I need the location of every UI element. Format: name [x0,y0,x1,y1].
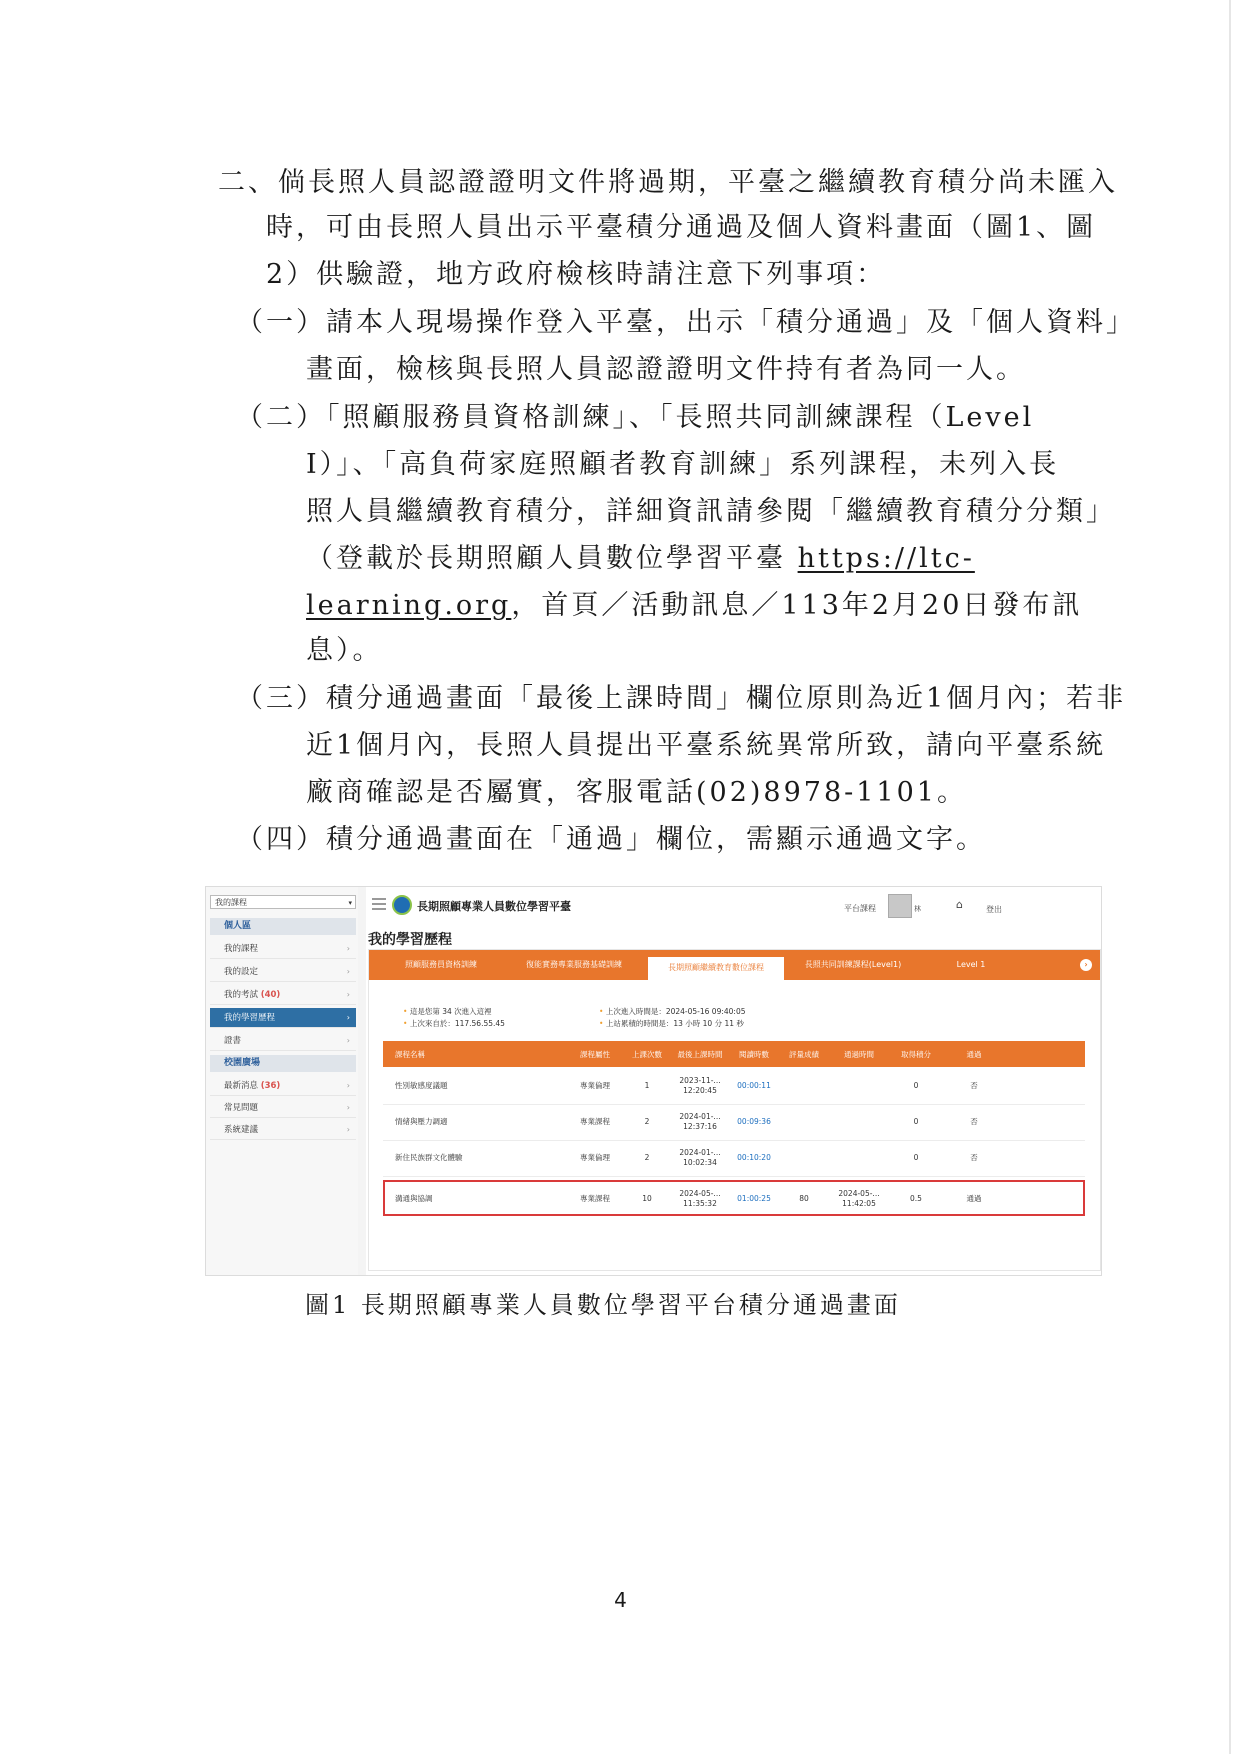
menu-icon[interactable] [372,898,386,910]
cell-credits: 0 [913,1153,919,1162]
tab-continuing-education[interactable]: 長期照顧繼續教育數位課程 [647,956,785,980]
sidebar-item-news[interactable] [210,1076,356,1096]
cell-pass-time [831,1105,887,1139]
chevron-right-icon: › [346,1103,350,1112]
cell-pass-time [831,1141,887,1175]
cell-course-name[interactable]: 新住民族群文化體驗 [395,1153,463,1162]
chevron-right-icon: › [346,1125,350,1134]
cell-class-count: 2 [644,1117,650,1126]
sidebar-item-label: 我的學習歷程 [224,1013,276,1023]
sidebar-item-suggestions[interactable] [210,1120,356,1140]
sidebar-section-personal: 個人區 [210,918,356,935]
visit-count-text: 這是您第 34 次進入這裡 [409,1007,492,1016]
paragraph-2-line-1: 二、倘長照人員認證證明文件將過期，平臺之繼續教育積分尚未匯入 [218,167,1118,198]
tab-common-training[interactable]: 長照共同訓練課程(Level1) [804,960,902,969]
visit-count [403,1006,492,1017]
cell-course-type: 專業倫理 [580,1081,610,1090]
item-2-line-4 [306,542,975,576]
cell-last-class-time: 2024-01-... 12:37:16 [679,1112,721,1131]
item-1-line-2: 畫面，檢核與長照人員認證證明文件持有者為同一人。 [306,354,1026,385]
col-course-type: 課程屬性 [580,1049,610,1059]
table-row [383,1141,1085,1177]
site-title: 長期照顧專業人員數位學習平臺 [417,900,571,913]
col-pass-time: 通過時間 [844,1049,874,1059]
cell-last-class-time: 2024-01-... 10:02:34 [679,1148,721,1167]
cell-read-hours: 00:10:20 [737,1153,771,1162]
col-credits: 取得積分 [901,1049,931,1059]
item-2-line-5-text: ，首頁／活動訊息／113年2月20日發布訊 [511,590,1083,621]
sidebar-item-label: 最新消息 [224,1081,259,1091]
page-number: 4 [614,1588,627,1612]
col-score: 評量成績 [789,1049,819,1059]
item-3-line-3: 廠商確認是否屬實，客服電話(02)8978-1101。 [306,777,967,808]
tab-rehab-training[interactable]: 復能實務專業服務基礎訓練 [526,960,622,969]
cell-last-class-time: 2023-11-... 12:20:45 [679,1076,721,1095]
cell-passed: 否 [970,1117,978,1126]
item-4-line-1: （四）積分通過畫面在「通過」欄位，需顯示通過文字。 [236,824,986,855]
cell-last-class-time: 2024-05-... 11:35:32 [679,1189,721,1208]
last-ip [403,1018,505,1029]
chevron-right-icon: › [346,1036,350,1045]
cell-read-hours: 00:00:11 [737,1081,771,1090]
table-header [383,1041,1085,1067]
total-time [599,1018,744,1029]
last-login-text: 上次進入時間是：2024-05-16 09:40:05 [605,1007,746,1016]
chevron-down-icon: ▾ [348,899,352,907]
chevron-right-icon: › [346,944,350,953]
total-time-text: 上站累積的時間是：13 小時 10 分 11 秒 [605,1019,744,1028]
item-2-line-1: （二）「照顧服務員資格訓練」、「長照共同訓練課程（Level [236,402,1035,433]
item-2-line-2: Ⅰ）」、「高負荷家庭照顧者教育訓練」系列課程，未列入長 [306,449,1060,480]
platform-courses-link[interactable]: 平台課程 [844,904,876,913]
cell-read-hours: 01:00:25 [737,1194,771,1203]
tab-level-1[interactable]: Level 1 [956,960,986,969]
sidebar-item-label: 系統建議 [224,1125,259,1135]
course-tabs [369,950,1100,980]
item-3-line-2: 近1個月內，長照人員提出平臺系統異常所致，請向平臺系統 [306,730,1107,761]
cell-score [783,1141,825,1175]
info-dot-icon: • [599,1019,604,1028]
cell-course-name[interactable]: 性別敏感度議題 [395,1081,448,1090]
cell-score [783,1105,825,1139]
item-3-line-1: （三）積分通過畫面「最後上課時間」欄位原則為近1個月內；若非 [236,683,1127,714]
cell-course-name[interactable]: 情緒與壓力調適 [395,1117,448,1126]
top-bar [366,887,1101,923]
cell-pass-time [831,1069,887,1103]
course-select-value: 我的課程 [215,898,247,907]
item-2-line-6: 息）。 [306,635,383,666]
avatar[interactable] [888,894,912,918]
col-read-hours: 閱讀時數 [739,1049,769,1059]
cell-pass-time: 2024-05-... 11:42:05 [838,1189,880,1208]
url-link-part-1[interactable]: https://ltc- [797,543,975,574]
tab-caregiver-training[interactable]: 照顧服務員資格訓練 [405,960,477,969]
page-edge [1229,0,1231,1754]
main-content [366,887,1101,1275]
table-row [383,1105,1085,1141]
cell-class-count: 1 [644,1081,650,1090]
cell-course-type: 專業課程 [580,1194,610,1203]
col-last-class-time: 最後上課時間 [677,1049,723,1059]
logout-link[interactable]: 登出 [986,905,1002,914]
sidebar-item-faq[interactable] [210,1098,356,1118]
info-dot-icon: • [403,1007,408,1016]
exam-count-badge: (40) [260,990,281,1000]
table-row [383,1069,1085,1105]
cell-score [783,1069,825,1103]
learning-history-panel [368,949,1101,1271]
chevron-right-icon: › [346,1013,350,1022]
paragraph-2-line-2: 時，可由長照人員出示平臺積分通過及個人資料畫面（圖1、圖 [266,212,1097,243]
item-2-line-5 [306,589,1082,623]
info-dot-icon: • [403,1019,408,1028]
col-passed: 通過 [966,1049,982,1059]
figure-1-screenshot [205,886,1102,1276]
cell-course-name[interactable]: 溝通與協調 [395,1194,433,1203]
item-2-line-4-text: （登載於長期照顧人員數位學習平臺 [306,543,798,574]
cell-passed: 通過 [966,1194,982,1203]
cell-credits: 0 [913,1117,919,1126]
sidebar-section-campus: 校園廣場 [210,1055,356,1072]
cell-course-type: 專業倫理 [580,1153,610,1162]
sidebar-item-label: 證書 [224,1036,242,1046]
sidebar-item-label: 我的考試 [224,990,259,1000]
site-logo [392,895,412,915]
cell-class-count: 2 [644,1153,650,1162]
sidebar-item-my-courses[interactable] [210,939,356,959]
cell-passed: 否 [970,1081,978,1090]
cell-score: 80 [799,1194,809,1203]
chevron-right-icon: › [346,967,350,976]
item-2-line-3: 照人員繼續教育積分，詳細資訊請參閱「繼續教育積分分類」 [306,496,1116,527]
col-course-name[interactable]: 課程名稱 [395,1049,425,1059]
sidebar-item-certificates[interactable] [210,1031,356,1051]
user-name: 林 [914,905,921,913]
cell-course-type: 專業課程 [580,1117,610,1126]
cell-passed: 否 [970,1153,978,1162]
last-login [599,1006,745,1017]
info-dot-icon: • [599,1007,604,1016]
url-link-part-2[interactable]: learning.org [306,590,512,621]
sidebar-item-my-exams[interactable] [210,985,356,1005]
sidebar-item-label: 我的設定 [224,967,259,977]
chevron-right-icon: › [346,1081,350,1090]
sidebar-item-label: 常見問題 [224,1103,259,1113]
table-row-highlighted [383,1180,1085,1216]
news-count-badge: (36) [260,1081,281,1091]
sidebar [206,887,358,1275]
chevron-right-icon: › [346,990,350,999]
cell-credits: 0.5 [910,1194,922,1203]
cell-class-count: 10 [642,1194,652,1203]
next-tab-icon[interactable]: › [1080,959,1092,971]
sidebar-item-my-settings[interactable] [210,962,356,982]
col-class-count: 上課次數 [632,1049,662,1059]
page-title: 我的學習歷程 [368,932,452,948]
course-select[interactable] [210,895,356,909]
paragraph-2-line-3: 2）供驗證，地方政府檢核時請注意下列事項： [266,259,887,290]
cell-read-hours: 00:09:36 [737,1117,771,1126]
item-1-line-1: （一）請本人現場操作登入平臺，出示「積分通過」及「個人資料」 [236,307,1136,338]
sidebar-item-label: 我的課程 [224,944,259,954]
sidebar-item-learning-history[interactable] [210,1008,356,1028]
last-ip-text: 上次來自於：117.56.55.45 [409,1019,505,1028]
cell-credits: 0 [913,1081,919,1090]
figure-caption: 圖1 長期照顧專業人員數位學習平台積分通過畫面 [305,1291,901,1319]
home-icon[interactable]: ⌂ [956,898,963,911]
